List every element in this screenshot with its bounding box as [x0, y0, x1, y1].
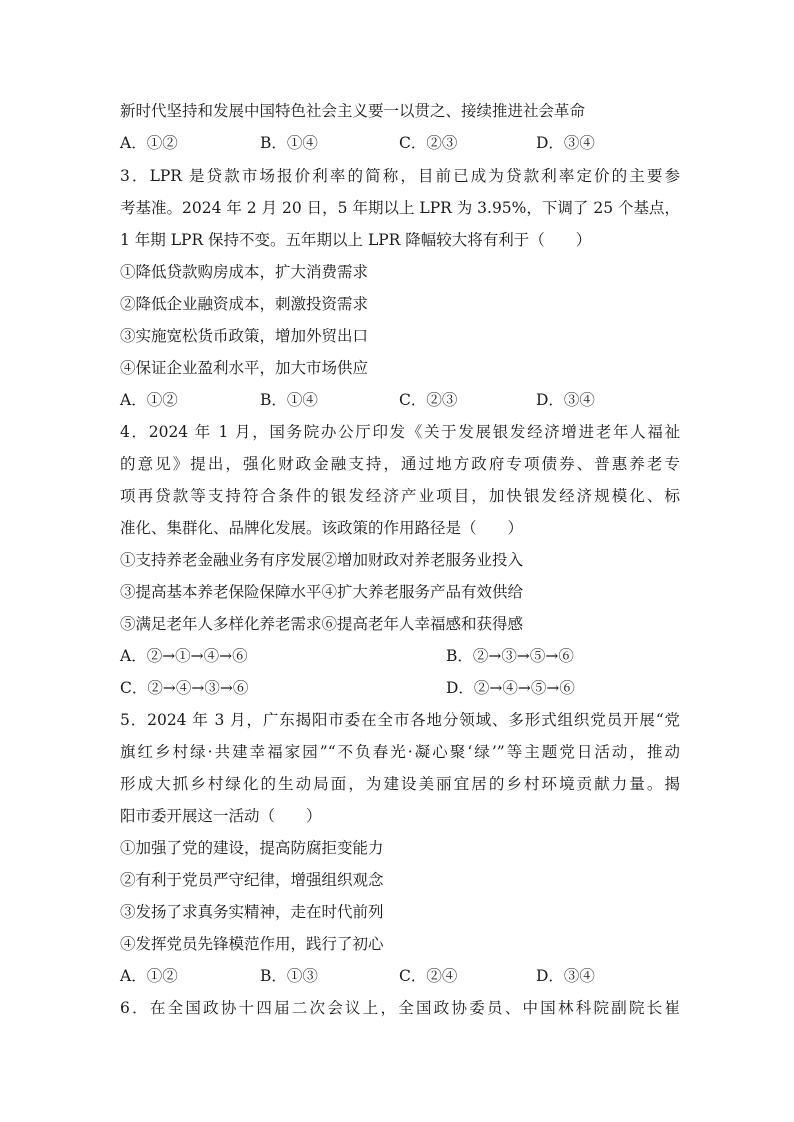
q3-option-c: C．②③: [399, 391, 458, 409]
q3-stem-line-1: 3．LPR 是贷款市场报价利率的简称，目前已成为贷款利率定价的主要参: [120, 167, 680, 185]
q5-stem-line-2: 旗红乡村绿·共建幸福家园”“不负春光·凝心聚‘绿’”等主题党日活动，推动: [120, 743, 680, 761]
q4-statements-1-2: ①支持养老金融业务有序发展②增加财政对养老服务业投入: [120, 551, 524, 569]
q3-stem-line-2: 考基准。2024 年 2 月 20 日，5 年期以上 LPR 为 3.95%，下调了 25 个基点，: [120, 199, 680, 217]
q5-statement-1: ①加强了党的建设，提高防腐拒变能力: [120, 839, 384, 857]
q2-options: [120, 131, 680, 155]
q2-stem-tail: 新时代坚持和发展中国特色社会主义要一以贯之、接续推进社会革命: [120, 102, 586, 120]
q5-stem-line-3: 形成大抓乡村绿化的生动局面，为建设美丽宜居的乡村环境贡献力量。揭: [120, 775, 680, 793]
q4-stem-line-2: 的意见》提出，强化财政金融支持，通过地方政府专项债券、普惠养老专: [120, 455, 680, 473]
q5-stem-line-1: 5．2024 年 3 月，广东揭阳市委在全市各地分领域、多形式组织党员开展“党: [120, 711, 680, 729]
q2-option-a: A．①②: [120, 134, 178, 152]
q3-stem-line-3: 1 年期 LPR 保持不变。五年期以上 LPR 降幅较大将有利于（ ）: [120, 231, 592, 249]
q4-stem-line-1: 4．2024 年 1 月，国务院办公厅印发《关于发展银发经济增进老年人福祉: [120, 423, 680, 441]
q4-option-c: C．②→④→③→⑥: [120, 679, 249, 697]
q5-option-c: C．②④: [399, 967, 458, 985]
q4-statements-3-4: ③提高基本养老保险保障水平④扩大养老服务产品有效供给: [120, 583, 524, 601]
q4-stem-line-4: 准化、集群化、品牌化发展。该政策的作用路径是（ ）: [120, 519, 524, 537]
q3-statement-4: ④保证企业盈利水平，加大市场供应: [120, 359, 369, 377]
q4-statements-5-6: ⑤满足老年人多样化养老需求⑥提高老年人幸福感和获得感: [120, 615, 524, 633]
q4-option-d: D．②→④→⑤→⑥: [446, 679, 575, 697]
q4-options-row-2: [120, 676, 680, 700]
q3-options: [120, 388, 680, 412]
q3-statement-3: ③实施宽松货币政策，增加外贸出口: [120, 327, 369, 345]
q3-option-a: A．①②: [120, 391, 178, 409]
q5-option-b: B．①③: [260, 967, 318, 985]
q3-statement-2: ②降低企业融资成本，刺激投资需求: [120, 295, 369, 313]
q5-stem-line-4: 阳市委开展这一活动（ ）: [120, 807, 322, 825]
q3-option-d: D．③④: [536, 391, 595, 409]
q4-options-row-1: [120, 644, 680, 668]
q5-statement-3: ③发扬了求真务实精神，走在时代前列: [120, 903, 384, 921]
q5-option-a: A．①②: [120, 967, 178, 985]
q5-option-d: D．③④: [536, 967, 595, 985]
q2-option-c: C．②③: [399, 134, 458, 152]
q2-option-b: B．①④: [260, 134, 318, 152]
q4-option-a: A．②→①→④→⑥: [120, 647, 248, 665]
q5-statement-2: ②有利于党员严守纪律，增强组织观念: [120, 871, 384, 889]
q3-option-b: B．①④: [260, 391, 318, 409]
q6-stem-line-1: 6．在全国政协十四届二次会议上，全国政协委员、中国林科院副院长崔: [120, 999, 680, 1017]
q4-stem-line-3: 项再贷款等支持符合条件的银发经济产业项目，加快银发经济规模化、标: [120, 487, 680, 505]
q5-statement-4: ④发挥党员先锋模范作用，践行了初心: [120, 935, 384, 953]
q3-statement-1: ①降低贷款购房成本，扩大消费需求: [120, 263, 369, 281]
q4-option-b: B．②→③→⑤→⑥: [446, 647, 574, 665]
q5-options: [120, 964, 680, 988]
q2-option-d: D．③④: [536, 134, 595, 152]
